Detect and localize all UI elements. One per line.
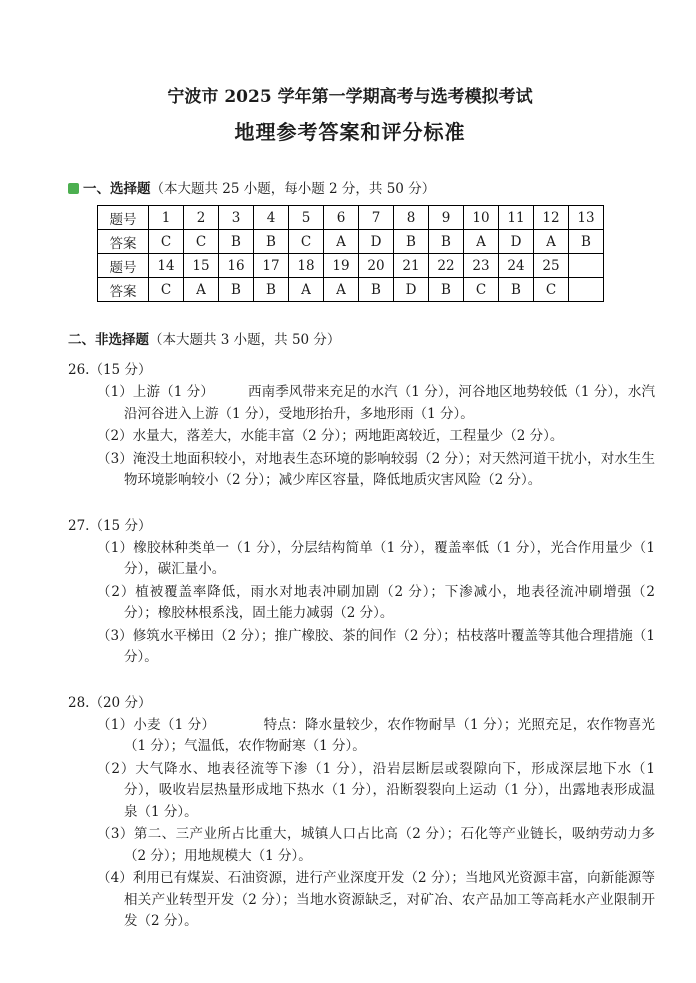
question-28	[68, 693, 655, 933]
answer-item: （1）小麦（1 分） 特点：降水量较少，农作物耐旱（1 分）；光照充足，农作物喜光（1 分）；气温低，农作物耐寒（1 分）。	[97, 716, 655, 754]
table-cell: A	[324, 230, 359, 254]
table-cell: A	[184, 278, 219, 302]
table-cell: 答案	[98, 278, 149, 302]
answer-item: （1）橡胶林种类单一（1 分），分层结构简单（1 分），覆盖率低（1 分），光合作用量少（1 分），碳汇量小。	[97, 539, 655, 577]
table-cell: 5	[289, 206, 324, 230]
table-cell: B	[394, 230, 429, 254]
table-cell: 7	[359, 206, 394, 230]
free-response-section	[68, 328, 655, 933]
table-cell: 22	[429, 254, 464, 278]
answer-key-title: 地理参考答案和评分标准	[234, 120, 466, 144]
table-row	[98, 278, 604, 302]
answer-item: （4）利用已有煤炭、石油资源，进行产业深度开发（2 分）；当地风光资源丰富，向新能源等相关产业转型开发（2 分）；当地水资源缺乏，对矿冶、农产品加工等高耗水产业限制开发（2 分）。	[97, 870, 655, 929]
table-cell: A	[324, 278, 359, 302]
table-row	[98, 206, 604, 230]
table-cell: C	[149, 230, 184, 254]
table-cell: 25	[534, 254, 569, 278]
table-cell	[569, 278, 604, 302]
table-cell: 3	[219, 206, 254, 230]
table-cell: 18	[289, 254, 324, 278]
table-cell: A	[464, 230, 499, 254]
table-cell: 12	[534, 206, 569, 230]
table-cell: 10	[464, 206, 499, 230]
table-cell: 20	[359, 254, 394, 278]
table-cell: 8	[394, 206, 429, 230]
green-square-icon	[68, 183, 79, 194]
table-cell: B	[359, 278, 394, 302]
free-heading-note: （本大题共 3 小题，共 50 分）	[149, 332, 341, 348]
table-cell: B	[429, 278, 464, 302]
choice-heading-note: （本大题共 25 小题，每小题 2 分，共 50 分）	[150, 181, 436, 197]
choice-section-heading	[68, 177, 632, 197]
table-row	[98, 254, 604, 278]
table-cell: 11	[499, 206, 534, 230]
table-cell: B	[499, 278, 534, 302]
table-cell: A	[534, 230, 569, 254]
table-cell: C	[289, 230, 324, 254]
exam-title: 宁波市 2025 学年第一学期高考与选考模拟考试	[167, 87, 533, 107]
table-cell: D	[394, 278, 429, 302]
answer-item: （3）第二、三产业所占比重大，城镇人口占比高（2 分）；石化等产业链长，吸纳劳动力多（2 分）；用地规模大（1 分）。	[97, 826, 655, 864]
table-cell: 19	[324, 254, 359, 278]
table-cell: B	[429, 230, 464, 254]
table-cell: B	[254, 230, 289, 254]
table-cell: 24	[499, 254, 534, 278]
table-cell: B	[219, 278, 254, 302]
table-cell: D	[499, 230, 534, 254]
table-cell: A	[289, 278, 324, 302]
table-cell: 15	[184, 254, 219, 278]
answer-item: （3）淹没土地面积较小，对地表生态环境的影响较弱（2 分）；对天然河道干扰小，对水生生物环境影响较小（2 分）；减少库区容量，降低地质灾害风险（2 分）。	[97, 450, 655, 488]
table-cell: 23	[464, 254, 499, 278]
answer-item: （3）修筑水平梯田（2 分）；推广橡胶、茶的间作（2 分）；枯枝落叶覆盖等其他合理措施（1 分）。	[97, 627, 655, 665]
question-label: 28.（20 分）	[68, 694, 152, 711]
table-row	[98, 230, 604, 254]
table-cell: 6	[324, 206, 359, 230]
answer-item: （2）植被覆盖率降低，雨水对地表冲刷加剧（2 分）；下渗减小，地表径流冲刷增强（2 分）；橡胶林根系浅，固土能力减弱（2 分）。	[97, 583, 655, 621]
table-cell: 14	[149, 254, 184, 278]
question-label: 26.（15 分）	[68, 362, 152, 378]
question-26	[68, 360, 655, 492]
answer-item: （2）大气降水、地表径流等下渗（1 分），沿岩层断层或裂隙向下，形成深层地下水（1 分），吸收岩层热量形成地下热水（1 分），沿断裂裂向上运动（1 分），出露地表形成温泉（1 分）。	[97, 760, 655, 820]
table-cell: B	[569, 230, 604, 254]
table-cell: 13	[569, 206, 604, 230]
table-cell: 答案	[98, 230, 149, 254]
table-cell: 4	[254, 206, 289, 230]
table-cell: 2	[184, 206, 219, 230]
table-cell: 题号	[98, 254, 149, 278]
table-cell: 9	[429, 206, 464, 230]
table-cell: 17	[254, 254, 289, 278]
table-cell: 题号	[98, 206, 149, 230]
table-cell: B	[254, 278, 289, 302]
free-heading-label: 二、非选择题	[68, 332, 149, 348]
choice-heading-label: 一、选择题	[83, 181, 151, 197]
table-cell: C	[184, 230, 219, 254]
table-cell: 1	[149, 206, 184, 230]
answer-table	[97, 205, 604, 302]
table-cell	[569, 254, 604, 278]
free-section-heading	[68, 328, 632, 348]
table-cell: C	[149, 278, 184, 302]
question-label: 27.（15 分）	[68, 517, 152, 534]
table-cell: C	[534, 278, 569, 302]
table-cell: B	[219, 230, 254, 254]
table-cell: D	[359, 230, 394, 254]
table-cell: 21	[394, 254, 429, 278]
question-27	[68, 516, 655, 669]
table-cell: 16	[219, 254, 254, 278]
answer-item: （1）上游（1 分） 西南季风带来充足的水汽（1 分），河谷地区地势较低（1 分），水汽沿河谷进入上游（1 分），受地形抬升，多地形雨（1 分）。	[97, 384, 655, 422]
table-cell: C	[464, 278, 499, 302]
answer-item: （2）水量大，落差大，水能丰富（2 分）；两地距离较近，工程量少（2 分）。	[97, 428, 564, 444]
